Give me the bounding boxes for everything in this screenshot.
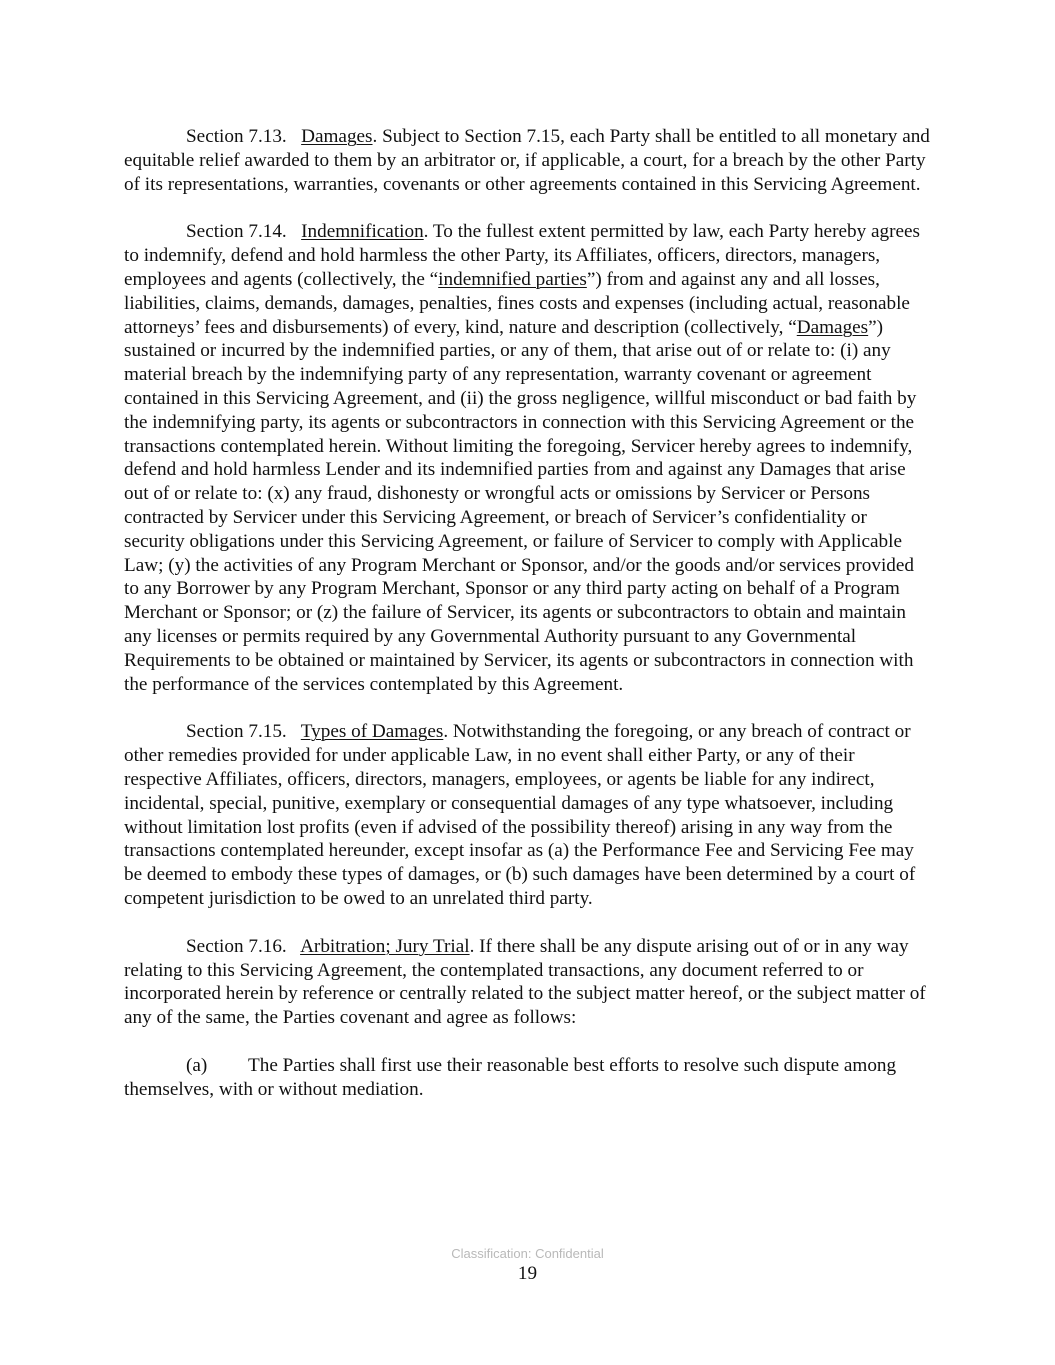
defined-term-damages: Damages	[796, 316, 869, 338]
document-page	[124, 125, 930, 1125]
section-body-part-2: ”) from and against any and all losses, liabilities, claims, demands, damages, penalties, fines costs and expenses (including actual, reasonable attorneys’ fees and disbursements) of every, kind, nature and description (collectively, “	[124, 268, 910, 338]
section-number: Section 7.15.	[186, 721, 287, 743]
section-7-16-a-paragraph	[124, 1054, 930, 1102]
section-7-13-paragraph	[124, 125, 930, 196]
section-heading: Indemnification	[301, 221, 424, 243]
subsection-label: (a)	[186, 1054, 208, 1076]
section-heading: Arbitration; Jury Trial	[300, 935, 470, 957]
section-body: . If there shall be any dispute arising out of or in any way relating to this Servicing Agreement, the contemplated transactions, any document referred to or incorporated herein by reference or centrally related to the subject matter hereof, or the subject matter of any of the same, the Parties covenant and agree as follows:	[124, 935, 926, 1029]
section-7-15-paragraph	[124, 720, 930, 910]
section-heading: Types of Damages	[300, 721, 444, 743]
section-7-14-paragraph	[124, 220, 930, 696]
section-7-16-paragraph	[124, 935, 930, 1030]
section-number: Section 7.14.	[186, 221, 287, 243]
classification-label: Classification: Confidential	[451, 1246, 604, 1261]
section-number: Section 7.16.	[186, 935, 287, 957]
section-body-part-3: ”) sustained or incurred by the indemnified parties, or any of them, that arise out of or relate to: (i) any material breach by the indemnifying party of any representation, warranty covenant or agreement contained in this Servicing Agreement, and (ii) the gross negligence, willful misconduct or bad faith by the indemnifying party, its agents or subcontractors in connection with this Servicing Agreement or the transactions contemplated herein. Without limiting the foregoing, Servicer hereby agrees to indemnify, defend and hold harmless Lender and its indemnified parties from and against any Damages that arise out of or relate to: (x) any fraud, dishonesty or wrongful acts or omissions by Servicer or Persons contracted by Servicer under this Servicing Agreement, or breach of Servicer’s confidentiality or security obligations under this Servicing Agreement, or failure of Servicer to comply with Applicable Law; (y) the activities of any Program Merchant or Sponsor, and/or the goods and/or services provided to any Borrower by any Program Merchant, Sponsor or any third party acting on behalf of a Program Merchant or Sponsor; or (z) the failure of Servicer, its agents or subcontractors to obtain and maintain any licenses or permits required by any Governmental Authority pursuant to any Governmental Requirements to be obtained or maintained by Servicer, its agents or subcontractors in connection with the performance of the services contemplated by this Agreement.	[124, 316, 917, 695]
section-heading: Damages	[301, 126, 373, 147]
page-number: 19	[517, 1263, 538, 1284]
section-body: . Notwithstanding the foregoing, or any breach of contract or other remedies provided for under applicable Law, in no event shall either Party, or any of their respective Affiliates, officers, directors, managers, employees, or agents be liable for any indirect, incidental, special, punitive, exemplary or consequential damages of any type whatsoever, including without limitation lost profits (even if advised of the possibility thereof) arising in any way from the transactions contemplated hereunder, except insofar as (a) the Performance Fee and Servicing Fee may be deemed to embody these types of damages, or (b) such damages have been determined by a court of competent jurisdiction to be owed to an unrelated third party.	[124, 721, 916, 909]
subsection-body: The Parties shall first use their reasonable best efforts to resolve such dispute among themselves, with or without mediation.	[124, 1054, 897, 1100]
section-number: Section 7.13.	[186, 126, 287, 147]
section-body: . Subject to Section 7.15, each Party shall be entitled to all monetary and equitable relief awarded to them by an arbitrator or, if applicable, a court, for a breach by the other Party of its representations, warranties, covenants or other agreements contained in this Servicing Agreement.	[124, 126, 930, 195]
defined-term-indemnified-parties: indemnified parties	[438, 268, 587, 290]
section-body-part-1: . To the fullest extent permitted by law, each Party hereby agrees to indemnify, defend and hold harmless the other Party, its Affiliates, officers, directors, managers, employees and agents (collectively, the “	[124, 221, 920, 290]
